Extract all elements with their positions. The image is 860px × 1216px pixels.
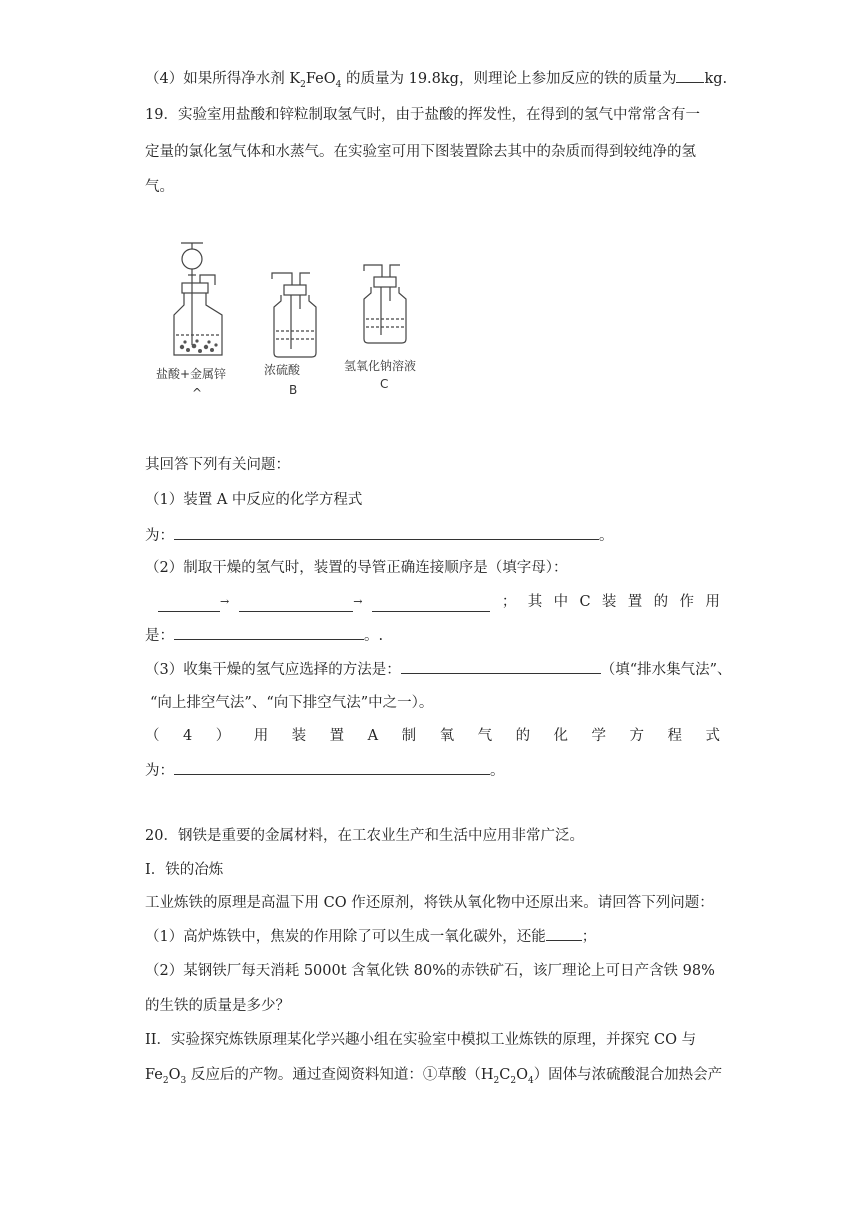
apparatus-c [364,265,406,343]
answer-blank[interactable] [401,659,601,674]
answer-blank[interactable] [174,525,599,540]
q20-principle: 工业炼铁的原理是高温下用 CO 作还原剂，将铁从氧化物中还原出来。请回答下列问题： [145,895,714,911]
label-c: 氢氧化钠溶液 [344,359,417,373]
q19-part1: （1）装置 A 中反应的化学方程式 [145,492,363,508]
q20-section-2: II．实验探究炼铁原理某化学兴趣小组在实验室中模拟工业炼铁的原理，并探究 CO 与 [145,1032,697,1048]
answer-blank[interactable] [174,760,490,775]
label-b: 浓硫酸 [264,363,301,377]
answer-blank[interactable] [676,68,704,83]
q20-intro: 20．钢铁是重要的金属材料，在工农业生产和生活中应用非常广泛。 [145,828,584,844]
label-a: 盐酸+金属锌 [156,367,227,381]
answer-blank[interactable] [158,597,220,612]
q18-part4: （4）如果所得净水剂 $K_2FeO_4$ 的质量为 19.8kg，则理论上参加反应的铁的质量为 kg. [145,68,720,89]
letter-c: C [380,377,389,391]
q19-part3-options: “向上排空气法”、“向下排空气法”中之一）。 [150,695,434,711]
q20-section-1: I．铁的冶炼 [145,862,224,878]
q19-prompt: 其回答下列有关问题： [145,457,290,473]
answer-blank[interactable] [546,926,582,941]
q19-part4: （ 4 ） 用 装 置 A 制 氧 气 的 化 学 方 程 式 [145,728,720,744]
q19-part2: （2）制取干燥的氢气时，装置的导管正确连接顺序是（填字母）： [145,560,568,576]
q20-section-2-cont: $Fe_2O_3$ 反应后的产物。通过查阅资料知道：①草酸$(H_2C_2O_4)$固体与浓硫酸混合加热会产 [145,1067,723,1086]
q20-part1: （1）高炉炼铁中，焦炭的作用除了可以生成一氧化碳外，还能 ； [145,926,720,947]
q19-part4-answer: 为： 。 [145,760,720,781]
answer-blank[interactable] [239,597,353,612]
apparatus-figure [156,235,440,410]
answer-blank[interactable] [372,597,490,612]
apparatus-diagram [160,235,440,410]
q19-intro-line-3: 气。 [145,179,174,195]
q19-intro-line-1: 19．实验室用盐酸和锌粒制取氢气时，由于盐酸的挥发性，在得到的氢气中常常含有一 [145,107,700,123]
answer-blank[interactable] [174,625,364,640]
q19-part1-answer: 为： 。 [145,525,720,546]
letter-a: ^ [192,386,203,400]
apparatus-a [174,243,222,355]
q19-part2-purpose: 是： 。. [145,625,720,646]
q20-part2-line-2: 的生铁的质量是多少？ [145,998,290,1014]
letter-b: B [289,383,298,397]
q19-part3: （3）收集干燥的氢气应选择的方法是： （填“排水集气法”、 [145,659,720,680]
apparatus-b [272,273,316,357]
q19-part2-sequence: → → ； 其 中 C 装 置 的 作 用 [158,592,720,612]
q20-part2-line-1: （2）某钢铁厂每天消耗 5000t 含氧化铁 80%的赤铁矿石，该厂理论上可日产含铁 98% [145,963,715,979]
q19-intro-line-2: 定量的氯化氢气体和水蒸气。在实验室可用下图装置除去其中的杂质而得到较纯净的氢 [145,144,696,160]
